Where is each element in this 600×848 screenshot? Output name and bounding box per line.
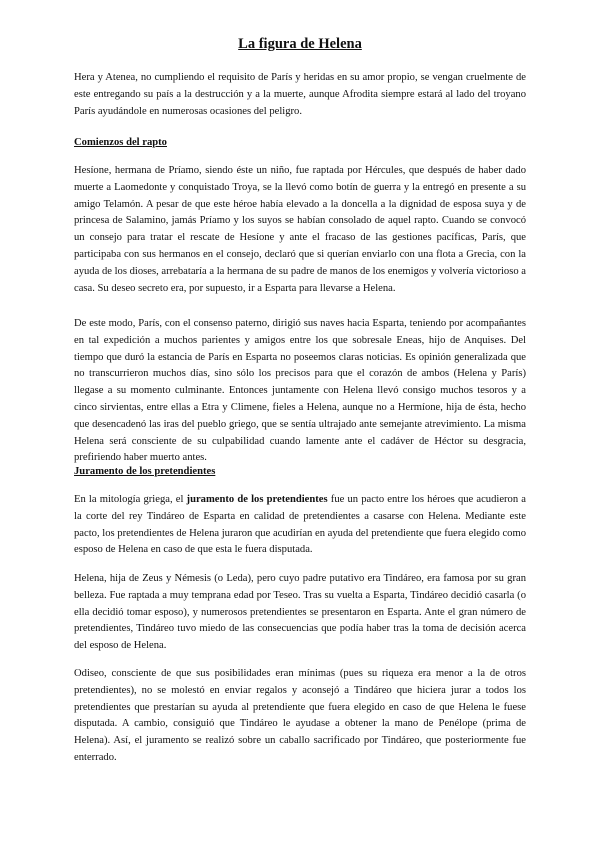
- paragraph-juramento-definicion: [74, 492, 526, 559]
- bold-term: juramento de los pretendientes: [186, 494, 328, 505]
- paragraph-paris-esparta: De este modo, París, con el consenso paterno, dirigió sus naves hacia Esparta, teniendo por acompañantes en tal expedición a muchos parientes y amigos entre los que sobresale Eneas, hijo de Anquises. Del tiempo que duró la estancia de París en Esparta no poseemos claras noticias. Es opinión generalizada que no transcurrieron muchos días, sino sólo los precisos para que el corazón de ambos (Helena y París) llegase a su momento culminante. Entonces juntamente con Helena llevó consigo muchos tesoros y a cinco sirvientas, entre ellas a Etra y Climene, fieles a Helena, aunque no a Hermíone, hija de ésta, hecho que desencadenó las iras del pueblo griego, que se sentía ultrajado ante semejante atrevimiento. La misma Helena será consciente de su culpabilidad cuando lamente ante el cadáver de Héctor su desgracia, prefiriendo haber muerto antes.: [74, 318, 526, 464]
- paragraph-hesione: Hesíone, hermana de Príamo, siendo éste un niño, fue raptada por Hércules, que después de haber dado muerte a Laomedonte y conquistado Troya, se la llevó como botín de guerra y la entregó en presente a su amigo Telamón. A pesar de que este héroe había elevado a la doncella a la dignidad de esposa suya y de princesa de Salamino, jamás Príamo y los suyos se habían consolado de aquel rapto. Cuando se convocó un consejo para tratar el rescate de Hesíone y ante el fracaso de las gestiones pacíficas, París, que participaba con sus hermanos en el consejo, declaró que si querían enviarlo con una flota a Grecia, con la ayuda de los dioses, arrebataría a la hermana de su padre de manos de los enemigos y volvería victorioso a casa. Su deseo secreto era, por supuesto, ir a Esparta para llevarse a Helena.: [74, 165, 526, 294]
- section-heading-juramento: Juramento de los pretendientes: [74, 466, 216, 477]
- paragraph-odiseo: Odiseo, consciente de que sus posibilidades eran mínimas (pues su riqueza era menor a la de otros pretendientes), no se molestó en enviar regalos y aconsejó a Tindáreo que hiciera jurar a todos los pretendientes que prestarían su ayuda al pretendiente que fuera elegido en caso de que Helena le fuese disputada. A cambio, consiguió que Tindáreo le ayudase a obtener la mano de Penélope (prima de Helena). Así, el juramento se realizó sobre un caballo sacrificado por Tindáreo, que posteriormente fue enterrado.: [74, 668, 526, 763]
- intro-paragraph: Hera y Atenea, no cumpliendo el requisito de París y heridas en su amor propio, se vengan cruelmente de este entregando su país a la destrucción y a la muerte, aunque Afrodita siempre estará al lado del troyano París ayudándole en numerosas ocasiones del peligro.: [74, 72, 526, 117]
- paragraph-helena-belleza: Helena, hija de Zeus y Némesis (o Leda), pero cuyo padre putativo era Tindáreo, era famosa por su gran belleza. Fue raptada a muy temprana edad por Teseo. Tras su vuelta a Esparta, Tindáreo decidió casarla (o ella decidió tomar esposo), y numerosos pretendientes se presentaron en Esparta. Ante el gran número de pretendientes, Tindáreo tuvo miedo de las consecuencias que podía haber tras la toma de decisión acerca del esposo de Helena.: [74, 573, 526, 652]
- document-title: La figura de Helena: [238, 36, 362, 52]
- paragraph-text-start: En la mitología griega, el: [74, 494, 187, 505]
- section-heading-comienzos: Comienzos del rapto: [74, 137, 167, 148]
- paragraph-text-end: fue un pacto entre los héroes que acudieron a la corte del rey Tindáreo de Esparta en calidad de pretendientes a casarse con Helena. Mediante este pacto, los pretendientes de Helena juraron que acudirían en ayuda del pretendiente que fuera elegido como esposo de Helena en caso de que esta le fuera disputada.: [74, 494, 527, 556]
